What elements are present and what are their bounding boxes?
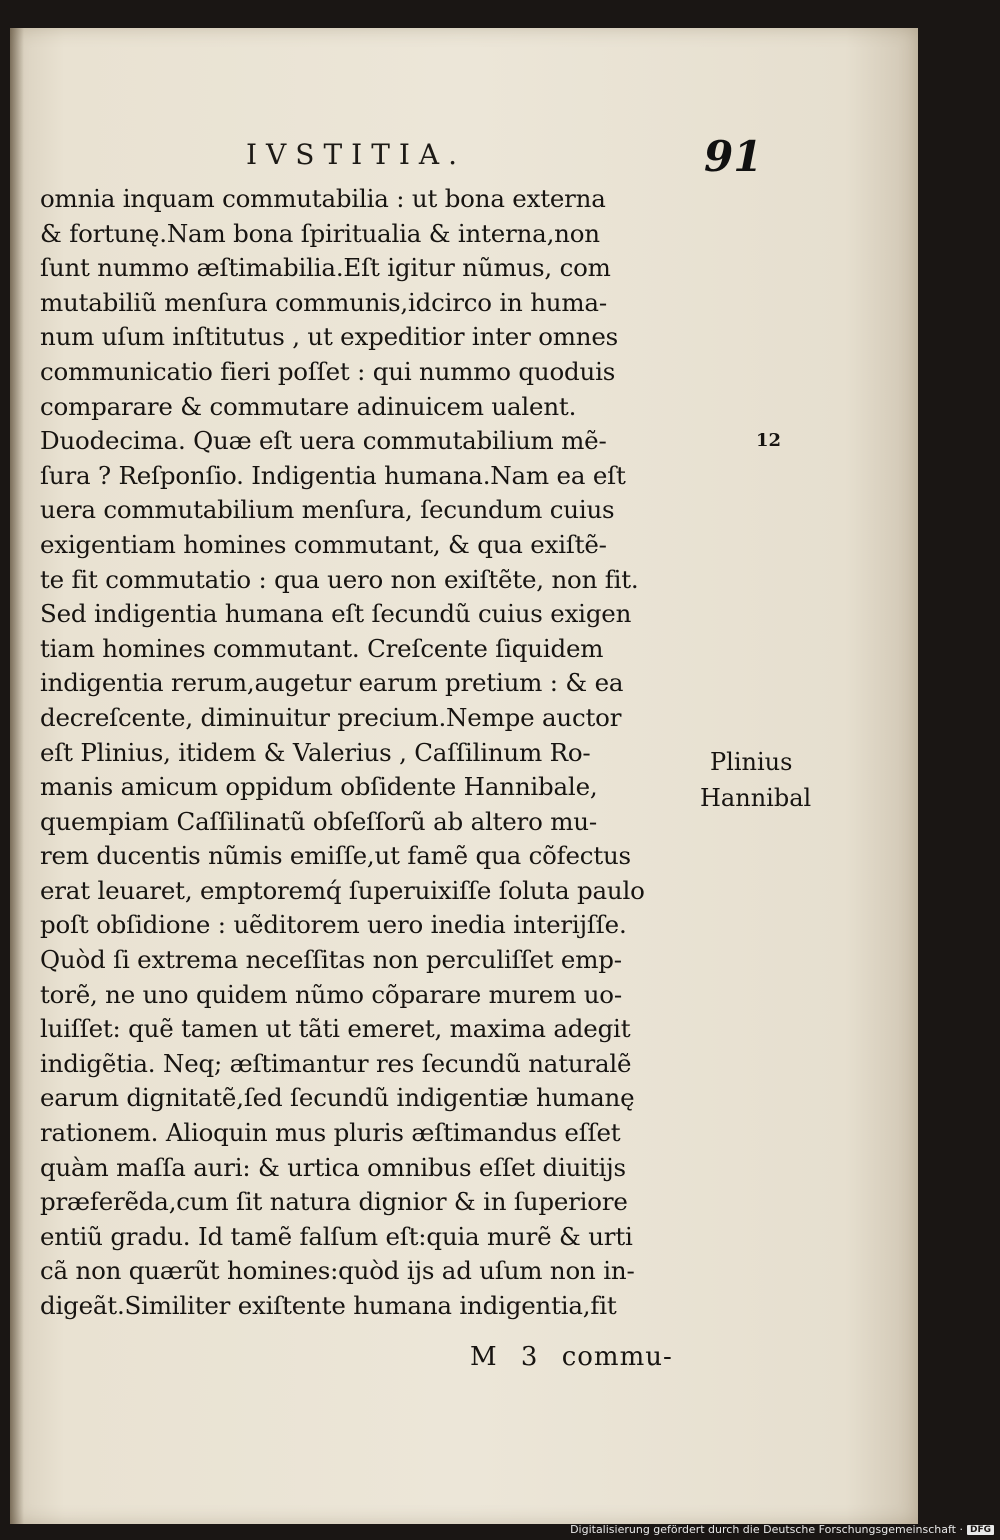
text-line: Duodecima. Quæ eſt uera commutabilium mẽ- <box>40 426 607 456</box>
dfg-logo: DFG <box>967 1525 994 1535</box>
text-line: mutabiliũ menſura communis,idcirco in huma- <box>40 287 607 317</box>
text-line: cã non quærũt homines:quòd ijs ad uſum non in- <box>40 1256 635 1286</box>
body-text <box>40 182 760 1324</box>
text-line: earum dignitatẽ,ſed ſecundũ indigentiæ humanę <box>40 1083 635 1113</box>
margin-note-hannibal: Hannibal <box>700 784 812 812</box>
book-page <box>10 28 918 1524</box>
text-line: & fortunę.Nam bona ſpiritualia & interna,non <box>40 218 600 248</box>
text-line: præferẽda,cum ſit natura dignior & in ſuperiore <box>40 1187 628 1217</box>
text-line: Quòd ſi extrema neceſſitas non perculiſſet emp- <box>40 945 622 975</box>
text-line: ſunt nummo æſtimabilia.Eſt igitur nũmus, com <box>40 253 611 283</box>
text-line: omnia inquam commutabilia : ut bona externa <box>40 184 606 213</box>
running-head: IVSTITIA. <box>246 138 467 171</box>
text-line: eſt Plinius, itidem & Valerius , Caſſilinum Ro- <box>40 737 591 767</box>
text-line: decreſcente, diminuitur precium.Nempe auctor <box>40 702 622 732</box>
gutter-shadow <box>10 28 24 1524</box>
text-line: erat leuaret, emptoremq́ ſuperuixiſſe ſoluta paulo <box>40 875 645 905</box>
footer-text: Digitalisierung gefördert durch die Deutsche Forschungsgemeinschaft · <box>570 1523 963 1536</box>
text-line: luiſſet: quẽ tamen ut tãti emeret, maxima adegit <box>40 1014 631 1044</box>
text-line: te fit commutatio : qua uero non exiſtẽte, non fit. <box>40 564 639 594</box>
text-line: quàm maſſa auri: & urtica omnibus eſſet diuitijs <box>40 1152 626 1182</box>
text-line: poſt obſidione : uẽditorem uero inedia interijſſe. <box>40 910 627 940</box>
text-line: indigẽtia. Neq; æſtimantur res ſecundũ naturalẽ <box>40 1048 632 1078</box>
page-number: 91 <box>704 132 763 181</box>
text-line: ſura ? Reſponſio. Indigentia humana.Nam ea eſt <box>40 460 626 490</box>
text-line: manis amicum oppidum obſidente Hannibale, <box>40 772 598 802</box>
text-line: quempiam Caſſilinatũ obſeſſorũ ab altero mu- <box>40 806 597 836</box>
text-line: Sed indigentia humana eſt ſecundũ cuius exigen <box>40 599 632 629</box>
text-line: tiam homines commutant. Creſcente ſiquidem <box>40 633 604 663</box>
text-line: rationem. Alioquin mus pluris æſtimandus eſſet <box>40 1118 621 1148</box>
text-line: entiũ gradu. Id tamẽ falſum eſt:quia murẽ & urti <box>40 1221 633 1251</box>
text-line: communicatio fieri poſſet : qui nummo quoduis <box>40 356 616 386</box>
text-line: digeãt.Similiter exiſtente humana indigentia,fit <box>40 1291 617 1320</box>
text-line: torẽ, ne uno quidem nũmo cõparare murem uo- <box>40 979 622 1009</box>
text-line: exigentiam homines commutant, & qua exiſtẽ- <box>40 529 607 559</box>
margin-note-number: 12 <box>756 430 782 451</box>
text-line: num uſum inſtitutus , ut expeditior inter omnes <box>40 322 619 352</box>
text-line: comparare & commutare adinuicem ualent. <box>40 391 577 421</box>
margin-note-plinius: Plinius <box>710 748 793 776</box>
funding-footer <box>570 1523 994 1536</box>
text-line: rem ducentis nũmis emiſſe,ut famẽ qua cõfectus <box>40 841 631 871</box>
catchword: M 3 commu- <box>470 1342 673 1372</box>
text-line: uera commutabilium menſura, ſecundum cuius <box>40 495 615 525</box>
text-line: indigentia rerum,augetur earum pretium : & ea <box>40 668 624 698</box>
